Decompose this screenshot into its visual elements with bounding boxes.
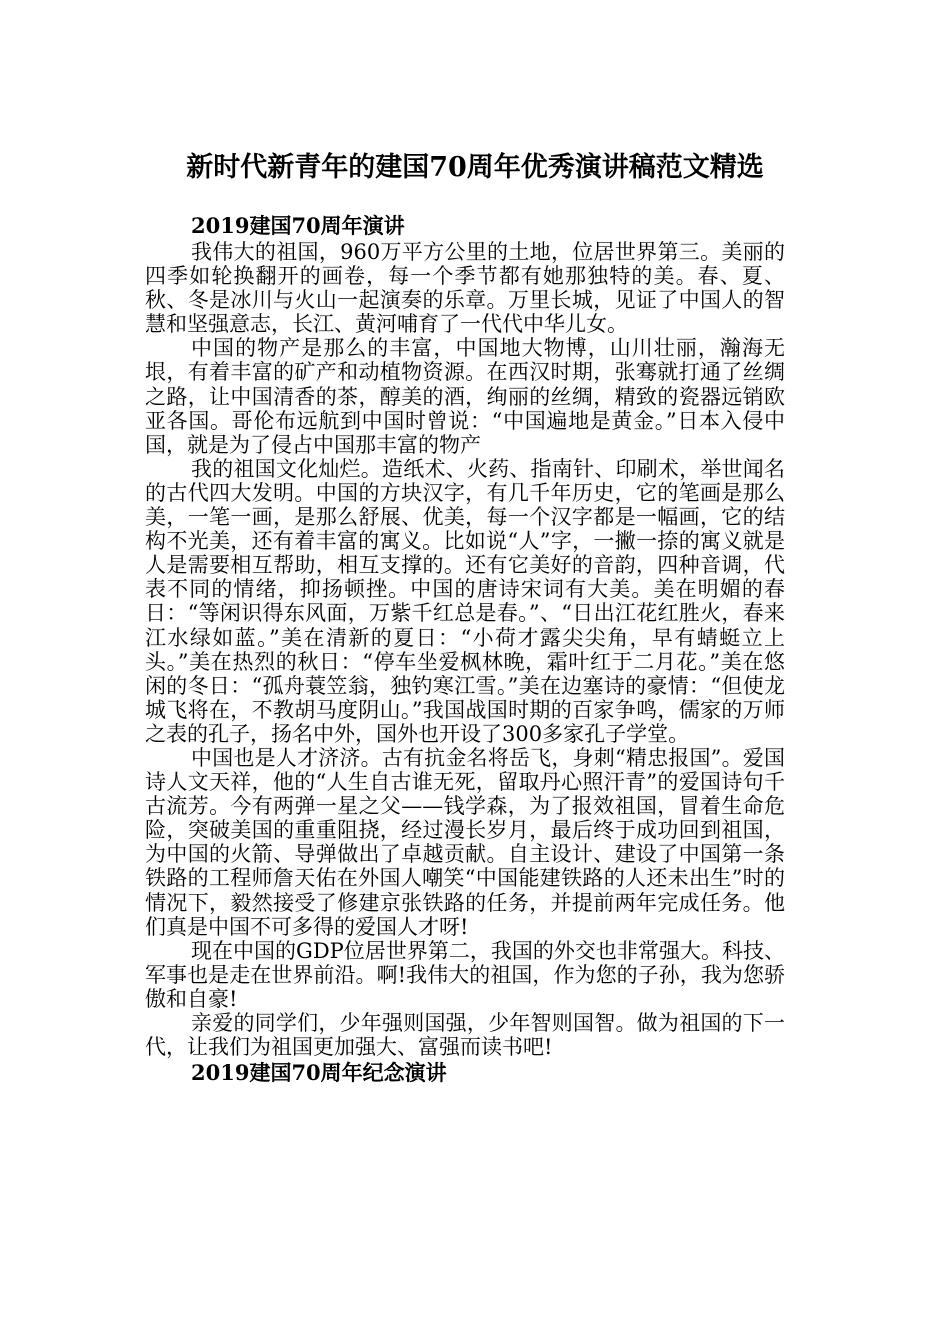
paragraph-culture: 我的祖国文化灿烂。造纸术、火药、指南针、印刷术，举世闻名的古代四大发明。中国的方块汉字，有几千年历史，它的笔画是那么美，一笔一画，是那么舒展、优美，每一个汉字都是一幅画，它的结构不光美，还有着丰富的寓义。比如说“人”字，一撇一捺的寓义就是人是需要相互帮助，相互支撑的。还有它美好的音韵，四种音调，代表不同的情绪，抑扬顿挫。中国的唐诗宋词有大美。美在明媚的春日：“等闲识得东风面，万紫千红总是春。”、“日出江花红胜火，春来江水绿如蓝。”美在清新的夏日：“小荷才露尖尖角，早有蜻蜓立上头。”美在热烈的秋日：“停车坐爱枫林晚，霜叶红于二月花。”美在悠闲的冬日：“孤舟蓑笠翁，独钓寒江雪。”美在边塞诗的豪情：“但使龙城飞将在，不教胡马度阴山。”我国战国时期的百家争鸣，儒家的万师之表的孔子，扬名中外，国外也开设了300多家孔子学堂。 [145,456,785,746]
document-title: 新时代新青年的建国70周年优秀演讲稿范文精选 [186,152,764,183]
paragraph-talents: 中国也是人才济济。古有抗金名将岳飞，身刺“精忠报国”。爱国诗人文天祥，他的“人生自古谁无死，留取丹心照汗青”的爱国诗句千古流芳。今有两弹一星之父——钱学森，为了报效祖国，冒着生命危险，突破美国的重重阻挠，经过漫长岁月，最后终于成功回到祖国，为中国的火箭、导弹做出了卓越贡献。自主设计、建设了中国第一条铁路的工程师詹天佑在外国人嘲笑“中国能建铁路的人还未出生”时的情况下，毅然接受了修建京张铁路的任务，并提前两年完成任务。他们真是中国不可多得的爱国人才呀! [145,745,785,939]
paragraph-resources: 中国的物产是那么的丰富，中国地大物博，山川壮丽，瀚海无垠，有着丰富的矿产和动植物资源。在西汉时期，张骞就打通了丝绸之路，让中国清香的茶，醇美的酒，绚丽的丝绸，精致的瓷器远销欧亚各国。哥伦布远航到中国时曾说：“中国遍地是黄金。”日本入侵中国，就是为了侵占中国那丰富的物产 [145,336,785,457]
document-body [145,212,785,1087]
section-heading-2: 2019建国70周年纪念演讲 [191,1060,447,1086]
paragraph-modern-china: 现在中国的GDP位居世界第二，我国的外交也非常强大。科技、军事也是走在世界前沿。啊!我伟大的祖国，作为您的子孙，我为您骄傲和自豪! [145,938,785,1011]
section-heading-1: 2019建国70周年演讲 [191,213,405,238]
paragraph-closing: 亲爱的同学们，少年强则国强，少年智则国智。做为祖国的下一代，让我们为祖国更加强大、富强而读书吧! [145,1011,785,1060]
paragraph-motherland: 我伟大的祖国，960万平方公里的土地，位居世界第三。美丽的四季如轮换翻开的画卷，每一个季节都有她那独特的美。春、夏、秋、冬是冰川与火山一起演奏的乐章。万里长城，见证了中国人的智慧和坚强意志，长江、黄河哺育了一代代中华儿女。 [145,240,785,337]
